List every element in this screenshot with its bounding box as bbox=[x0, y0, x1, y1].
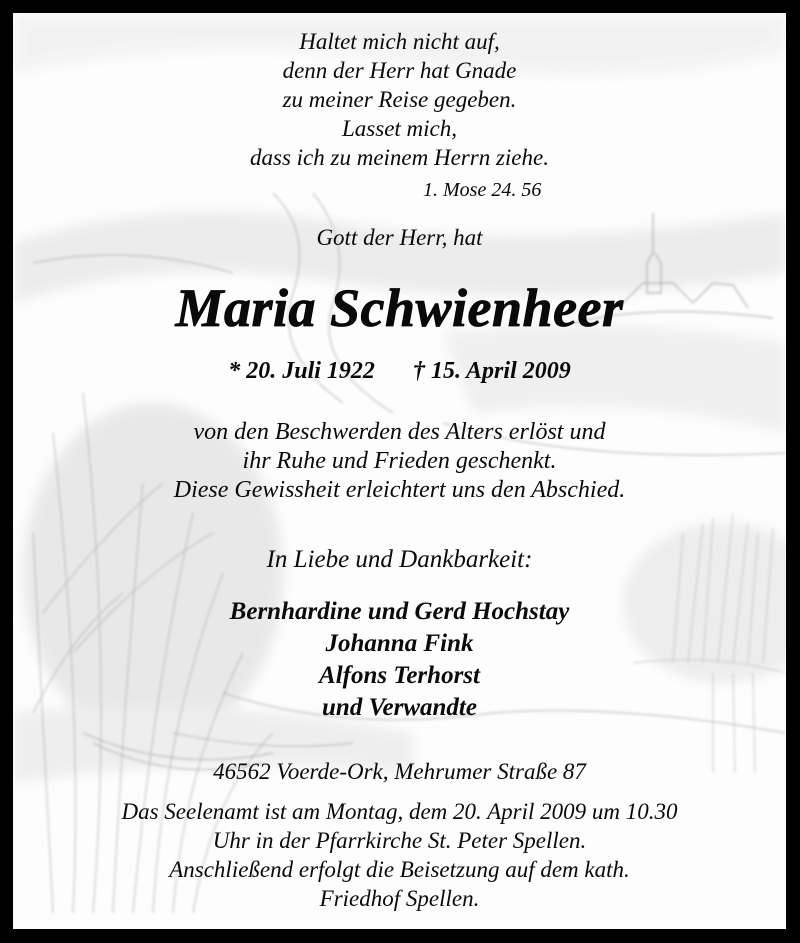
mourner-name: Johanna Fink bbox=[325, 630, 474, 657]
intro-text: Gott der Herr, hat bbox=[316, 225, 483, 250]
mourner-name: Alfons Terhorst bbox=[319, 662, 480, 689]
verse-reference: 1. Mose 24. 56 bbox=[423, 179, 542, 201]
life-dates bbox=[13, 358, 786, 385]
service-line: Anschließend erfolgt die Beisetzung auf dem kath. bbox=[169, 857, 630, 882]
service-line: Uhr in der Pfarrkirche St. Peter Spellen. bbox=[212, 828, 587, 853]
deceased-name: Maria Schwienheer bbox=[175, 278, 624, 338]
verse-line: Lasset mich, bbox=[342, 116, 457, 141]
address: 46562 Voerde-Ork, Mehrumer Straße 87 bbox=[213, 759, 586, 784]
obituary-card bbox=[13, 13, 786, 929]
mourner-name: Bernhardine und Gerd Hochstay bbox=[229, 598, 570, 625]
birth-date: * 20. Juli 1922 bbox=[228, 358, 375, 384]
mourners-heading: In Liebe und Dankbarkeit: bbox=[266, 546, 533, 573]
verse-line: denn der Herr hat Gnade bbox=[282, 58, 517, 83]
verse-line: Haltet mich nicht auf, bbox=[299, 29, 500, 54]
message-line: von den Beschwerden des Alters erlöst und bbox=[193, 419, 606, 445]
message-line: Diese Gewissheit erleichtert uns den Abschied. bbox=[173, 477, 626, 503]
verse-line: dass ich zu meinem Herrn ziehe. bbox=[250, 145, 549, 170]
verse-line: zu meiner Reise gegeben. bbox=[282, 87, 517, 112]
service-line: Das Seelenamt ist am Montag, dem 20. April 2009 um 10.30 bbox=[121, 799, 678, 824]
death-date: † 15. April 2009 bbox=[412, 358, 571, 384]
mourner-name: und Verwandte bbox=[322, 694, 477, 721]
service-line: Friedhof Spellen. bbox=[319, 886, 480, 911]
message-line: ihr Ruhe und Frieden geschenkt. bbox=[242, 448, 557, 474]
obituary-text bbox=[13, 13, 786, 929]
